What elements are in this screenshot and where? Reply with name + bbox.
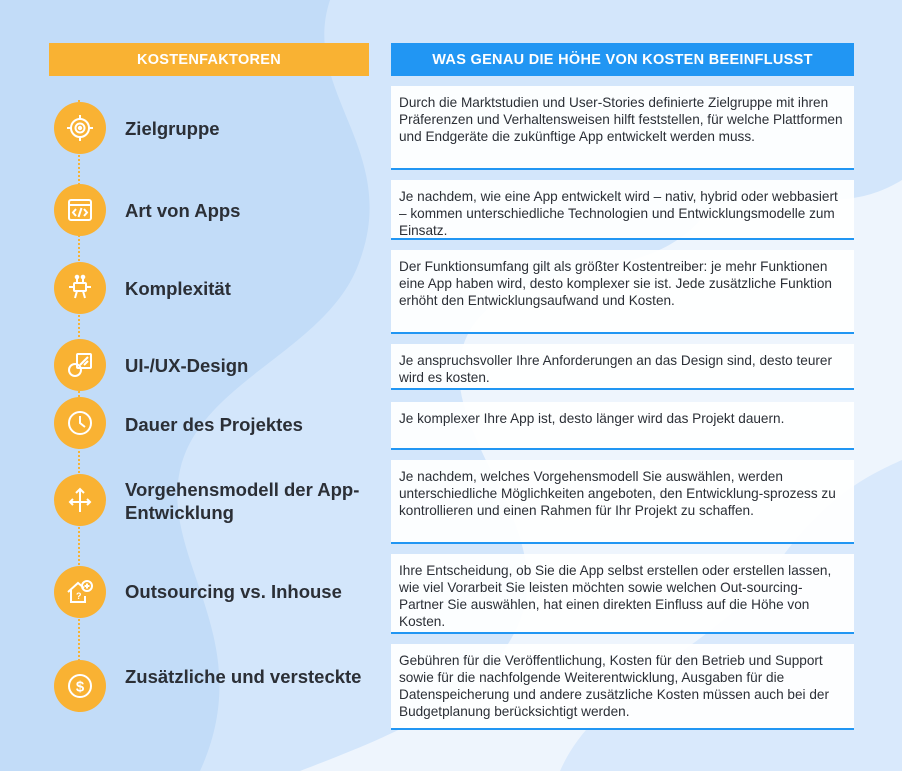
factor-description: Je nachdem, welches Vorgehensmodell Sie auswählen, werden unterschiedliche Möglichkeiten angeboten, den Entwicklung-sprozess zu kontrollieren und einen Rahmen für Ihr Projekt zu schaffen. — [391, 460, 854, 544]
factor-label: Zusätzliche und versteckte — [125, 666, 362, 687]
factor-description: Der Funktionsumfang gilt als größter Kostentreiber: je mehr Funktionen eine App haben wird, desto komplexer sie ist. Jede zusätzliche Funktion erhöht den Entwicklungsaufwand und Kosten. — [391, 250, 854, 334]
house-plus-icon — [54, 566, 106, 618]
kostenfaktoren-header: KOSTENFAKTOREN — [49, 43, 369, 76]
factor-description: Durch die Marktstudien und User-Stories definierte Zielgruppe mit ihren Präferenzen und Verhaltensweisen hilft feststellen, für welche Plattformen und Endgeräte die zukünftige App entwickelt werden muss. — [391, 86, 854, 170]
target-icon — [54, 102, 106, 154]
factor-description: Ihre Entscheidung, ob Sie die App selbst erstellen oder erstellen lassen, wie viel Vorarbeit Sie leisten möchten sowie welchen Out-sourcing-Partner Sie auswählen, hat einen direkten Einfluss auf die Höhe von Kosten. — [391, 554, 854, 634]
factor-label: Komplexität — [125, 278, 231, 299]
factor-description: Je komplexer Ihre App ist, desto länger wird das Projekt dauern. — [391, 402, 854, 450]
dollar-coin-icon — [54, 660, 106, 712]
factor-label: Vorgehensmodell der App-Entwicklung — [125, 479, 360, 523]
factor-description: Je anspruchsvoller Ihre Anforderungen an das Design sind, desto teurer wird es kosten. — [391, 344, 854, 390]
factor-description: Gebühren für die Veröffentlichung, Kosten für den Betrieb und Support sowie für die nachfolgende Weiterentwicklung, Ausgaben für die Datenspeicherung und andere zusätzliche Kosten müssen auch bei der Budgetplanung berücksichtigt werden. — [391, 644, 854, 730]
svg-text:?: ? — [76, 591, 82, 601]
factor-label: Outsourcing vs. Inhouse — [125, 581, 342, 602]
clock-icon — [54, 397, 106, 449]
factor-label: Dauer des Projektes — [125, 414, 303, 435]
factor-label: UI-/UX-Design — [125, 355, 249, 376]
factor-description: Je nachdem, wie eine App entwickelt wird – nativ, hybrid oder webbasiert – kommen unterschiedliche Technologien und Entwicklungsmodelle zum Einsatz. — [391, 180, 854, 240]
design-tools-icon — [54, 339, 106, 391]
code-window-icon — [54, 184, 106, 236]
kosten-einfluss-header: WAS GENAU DIE HÖHE VON KOSTEN BEEINFLUSST — [391, 43, 854, 76]
svg-text:$: $ — [75, 678, 85, 696]
arrows-split-icon — [54, 474, 106, 526]
network-icon — [54, 262, 106, 314]
factor-label: Zielgruppe — [125, 118, 220, 139]
factor-label: Art von Apps — [125, 200, 241, 221]
